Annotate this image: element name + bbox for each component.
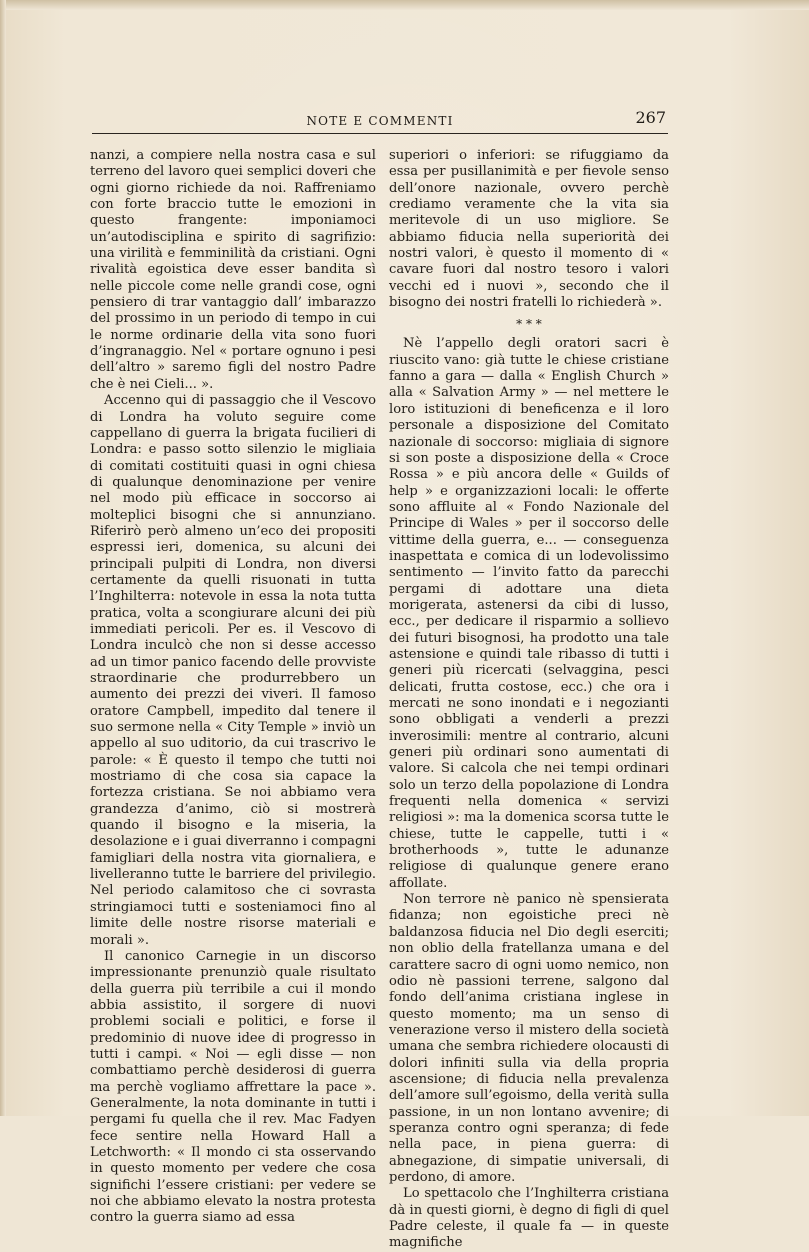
header-title: NOTE E COMMENTI <box>306 114 454 128</box>
paragraph: Nè l’appello degli oratori sacri è riuscito vano: già tutte le chiese cristiane fanno a gara — dalla « English Church » alla « Salvation Army » — nel mettere le loro istituzioni di beneficenza e il loro personale a disposizione del Comitato nazionale di soccorso: migliaia di signore si son poste a disposizione della « Croce Rossa » e più ancora delle « Guilds of help » e organizzazioni locali: le offerte sono affluite al « Fondo Nazionale del Principe di Wales » per il soccorso delle vittime della guerra, e... — conseguenza inaspettata e comica di un lodevolissimo sentimento — l’invito fatto da parecchi pergami di adottare una dieta morigerata, astenersi da cibi di lusso, ecc., per dedicare il risparmio a sollievo dei futuri bisognosi, ha prodotto una tale astensione e quindi tale ribasso di tutti i generi più ricercati (selvaggina, pesci delicati, frutta costose, ecc.) che ora i mercati ne sono inondati e i negozianti sono obbligati a venderli a prezzi inverosimili: mentre al contrario, alcuni generi più ordinari sono aumentati di valore. Si calcola che nei tempi ordinari solo un terzo della popolazione di Londra frequenti nella domenica « servizi religiosi »: ma la domenica scorsa tutte le chiese, tutte le cappelle, tutti i « brotherhoods », tutte le adunanze religiose di qualunque genere erano affollate. <box>389 336 669 891</box>
header-rule <box>92 133 668 134</box>
paragraph: Non terrore nè panico nè spensierata fidanza; non egoistiche preci nè baldanzosa fiducia nel Dio degli eserciti; non oblio della fratellanza umana e del carattere sacro di ogni uomo nemico, non odio nè passioni terrene, salgono dal fondo dell’anima cristiana inglese in questo momento; ma un senso di venerazione verso il mistero della società umana che sembra richiedere olocausti di dolori infiniti sulla via della propria ascensione; di fiducia nella prevalenza dell’amore sull’egoismo, della verità sulla passione, in un non lontano avvenire; di speranza contro ogni speranza; di fede nella pace, in piena guerra: di abnegazione, di simpatie universali, di perdono, di amore. <box>389 892 669 1185</box>
page-number: 267 <box>635 108 666 127</box>
paragraph: Il canonico Carnegie in un discorso impressionante prenunziò quale risultato della guerra più terribile a cui il mondo abbia assistito, il sorgere di nuovi problemi sociali e politici, e forse il predominio di nuove idee di progresso in tutti i campi. « Noi — egli disse — non combattiamo perchè desiderosi di guerra ma perchè vogliamo affrettare la pace ». Generalmente, la nota dominante in tutti i pergami fu quella che il rev. Mac Fadyen fece sentire nella Howard Hall a Letchworth: « Il mondo ci sta osservando in questo momento per vedere che cosa significhi l’essere cristiani: per vedere se noi che abbiamo elevato la nostra protesta contro la guerra siamo ad essa <box>90 948 376 1226</box>
page-left-edge <box>0 0 6 1116</box>
paragraph: Lo spettacolo che l’Inghilterra cristiana dà in questi giorni, è degno di figli di quel Padre celeste, il quale fa — in queste magnifiche <box>389 1186 669 1251</box>
left-column <box>90 148 376 1227</box>
right-column <box>389 148 669 1252</box>
page-top-edge <box>0 0 809 10</box>
running-header <box>92 104 668 134</box>
paragraph: Accenno qui di passaggio che il Vescovo di Londra ha voluto seguire come cappellano di guerra la brigata fucilieri di Londra: e passo sotto silenzio le migliaia di comitati costituiti quasi in ogni chiesa di qualunque denominazione per venire nel modo più efficace in soccorso ai molteplici bisogni che si annunziano. Riferirò però almeno un’eco dei propositi espressi ieri, domenica, su alcuni dei principali pulpiti di Londra, non diversi certamente da quelli risuonati in tutta l’Inghilterra: notevole in essa la nota tutta pratica, volta a scongiurare alcuni dei più immediati pericoli. Per es. il Vescovo di Londra inculcò che non si desse accesso ad un timor panico facendo delle provviste straordinarie che produrrebbero un aumento dei prezzi dei viveri. Il famoso oratore Campbell, impedito dal tenere il suo sermone nella « City Temple » inviò un appello al suo uditorio, da cui trascrivo le parole: « È questo il tempo che tutti noi mostriamo di che cosa sia capace la fortezza cristiana. Se noi abbiamo vera grandezza d’animo, ciò si mostrerà quando il bisogno e la miseria, la desolazione e i guai diverranno i compagni famigliari della nostra vita giornaliera, e livelleranno tutte le barriere del privilegio. Nel periodo calamitoso che ci sovrasta stringiamoci tutti e sosteniamoci fino al limite delle nostre risorse materiali e morali ». <box>90 393 376 948</box>
paragraph: nanzi, a compiere nella nostra casa e sul terreno del lavoro quei semplici doveri che ogni giorno richiede da noi. Raffreniamo con forte braccio tutte le emozioni in questo frangente: imponiamoci un’autodisciplina e spirito di sagrifizio: una virilità e femminilità da cristiani. Ogni rivalità egoistica deve esser bandita sì nelle piccole come nelle grandi cose, ogni pensiero di trar vantaggio dall’ imbarazzo del prossimo in un periodo di tempo in cui le norme ordinarie della vita sono fuori d’ingranaggio. Nel « portare ognuno i pesi dell’altro » saremo figli del nostro Padre che è nei Cieli... ». <box>90 148 376 392</box>
paragraph: superiori o inferiori: se rifuggiamo da essa per pusillanimità e per fievole senso dell’onore nazionale, ovvero perchè crediamo veramente che la vita sia meritevole di un uso migliore. Se abbiamo fiducia nella superiorità dei nostri valori, è questo il momento di « cavare fuori dal nostro tesoro i valori vecchi ed i nuovi », secondo che il bisogno dei nostri fratelli lo richiederà ». <box>389 148 669 311</box>
section-break-asterism: * * * <box>516 317 542 332</box>
